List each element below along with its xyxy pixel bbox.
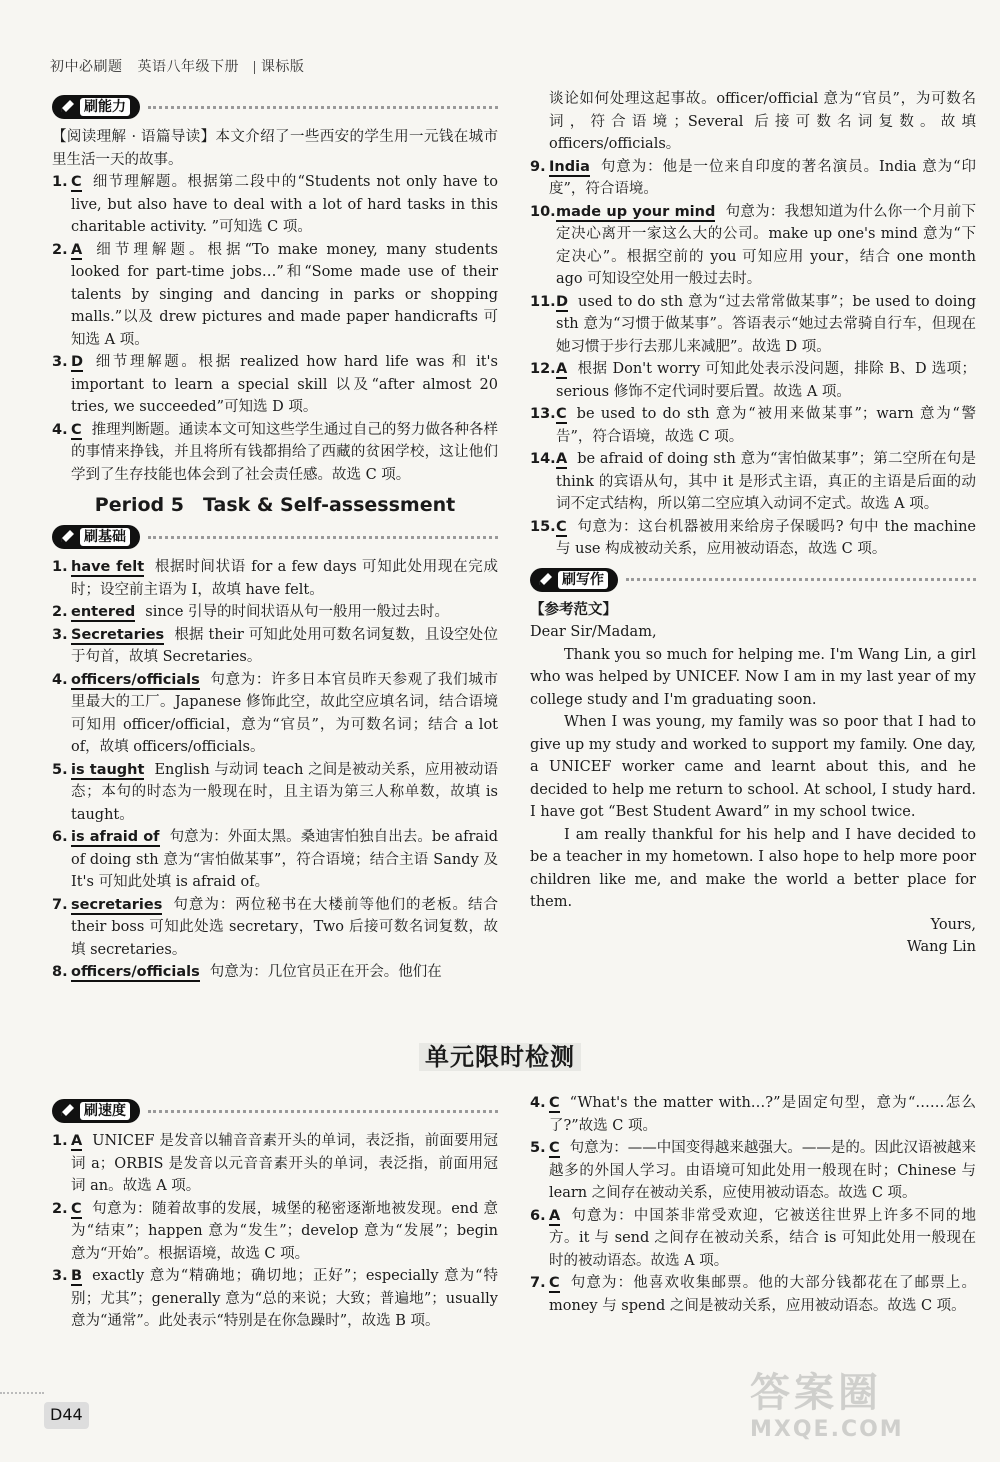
answer-item bbox=[52, 601, 498, 624]
answer-explanation: 句意为：他是一位来自印度的著名演员。India 意为“印度”，符合语境。 bbox=[549, 158, 976, 197]
answer-explanation: 根据 their 可知此处用可数名词复数，且设空处位于句首，故填 Secretaries。 bbox=[71, 626, 498, 665]
answer-key: officers/officials bbox=[71, 671, 200, 688]
subject-title: 英语八年级下册 bbox=[137, 59, 239, 75]
model-essay bbox=[530, 599, 976, 959]
answer-explanation: 推理判断题。通读本文可知这些学生通过自己的努力做各种各样的事情来挣钱，并且将所有钱都捐给了西藏的贫困学校，这让他们学到了生存技能也体会到了社会责任感。故选 C 项。 bbox=[71, 421, 498, 483]
speed-answers-right bbox=[530, 1092, 976, 1317]
right-column bbox=[530, 88, 976, 959]
badge-label: 刷速度 bbox=[80, 1102, 130, 1120]
answer-key: C bbox=[71, 421, 82, 438]
answer-key: is taught bbox=[71, 761, 145, 778]
answer-explanation: 句意为：两位秘书在大楼前等他们的老板。结合 their boss 可知此处选 secretary，Two 后接可数名词复数，故填 secretaries。 bbox=[71, 896, 498, 958]
watermark bbox=[750, 1370, 980, 1450]
answer-key: C bbox=[556, 518, 567, 535]
answer-key: D bbox=[556, 293, 569, 310]
answer-item bbox=[52, 624, 498, 669]
answer-item bbox=[530, 291, 976, 359]
watermark-url: MXQE.COM bbox=[750, 1417, 904, 1442]
answer-item bbox=[52, 1265, 498, 1333]
answer-item bbox=[530, 1272, 976, 1317]
answer-key: A bbox=[71, 1133, 83, 1149]
answer-item bbox=[52, 961, 498, 984]
answer-explanation: 句意为：许多日本官员昨天参观了我们城市里最大的工厂。Japanese 修饰此空，故此空应填名词，结合语境可知用 officer/official，意为“官员”，为可数名词；结合 a lot of，故填 officers/officials。 bbox=[71, 671, 498, 755]
item-number: 12. bbox=[530, 361, 556, 377]
watermark-text: 答案圈 bbox=[750, 1370, 882, 1416]
letter-closing: Yours, bbox=[930, 916, 976, 933]
answer-item bbox=[52, 826, 498, 894]
item-number: 6. bbox=[530, 1207, 546, 1224]
answer-item bbox=[530, 1137, 976, 1205]
answer-explanation: 句意为：几位官员正在开会。他们在 bbox=[209, 964, 442, 980]
letter-paragraph: Thank you so much for helping me. I'm Wang Lin, a girl who was helped by UNICEF. Now I am in my last year of my college study and I'm graduating soon. bbox=[530, 646, 976, 708]
answer-item bbox=[52, 556, 498, 601]
edition-label: 课标版 bbox=[260, 59, 305, 75]
item-number: 11. bbox=[530, 293, 556, 310]
answer-item bbox=[530, 156, 976, 201]
item-number: 7. bbox=[530, 1275, 546, 1291]
item-number: 15. bbox=[530, 518, 556, 535]
answer-explanation: exactly 意为“精确地；确切地；正好”；especially 意为“特别；尤其”；generally 意为“总的来说；大致；普遍地”；usually 意为“通常”。此处表示“特别是在你急躁时”，故选 B 项。 bbox=[71, 1268, 498, 1329]
badge-label: 刷写作 bbox=[558, 571, 608, 589]
answer-explanation: 句意为：这台机器被用来给房子保暖吗? 句中 the machine 与 use 构成被动关系，应用被动语态，故选 C 项。 bbox=[556, 518, 976, 557]
answer-item bbox=[530, 448, 976, 516]
bottom-right-column bbox=[530, 1092, 976, 1317]
item-number: 13. bbox=[530, 406, 556, 422]
section-badge-ability bbox=[52, 92, 498, 122]
speed-answers-left bbox=[52, 1130, 498, 1333]
item-number: 2. bbox=[52, 1200, 68, 1217]
section-badge-writing bbox=[530, 565, 976, 595]
answer-explanation: be afraid of doing sth 意为“害怕做某事”；第二空所在句是 think 的宾语从句，其中 it 是形式主语，真正的主语是后面的动词不定式结构，所以第二空应填入动词不定式。故选 A 项。 bbox=[556, 451, 976, 512]
running-header bbox=[50, 56, 314, 79]
pencil-icon bbox=[58, 528, 76, 546]
left-column bbox=[52, 88, 498, 984]
item-number: 5. bbox=[530, 1140, 546, 1156]
item-number: 3. bbox=[52, 626, 68, 643]
item-number: 4. bbox=[530, 1095, 546, 1111]
badge-label: 刷基础 bbox=[80, 528, 130, 546]
unit-test-title-text: 单元限时检测 bbox=[419, 1043, 581, 1071]
reference-label: 【参考范文】 bbox=[530, 601, 617, 618]
unit-test-title bbox=[0, 1043, 1000, 1071]
answer-explanation: UNICEF 是发音以辅音音素开头的单词，表泛指，前面要用冠词 a；ORBIS 是发音以元音音素开头的单词，表泛指，前面用冠词 an。故选 A 项。 bbox=[71, 1133, 498, 1194]
item-number: 3. bbox=[52, 354, 68, 370]
letter-signature: Wang Lin bbox=[906, 939, 976, 955]
answer-item bbox=[530, 358, 976, 403]
footer-dots bbox=[0, 1392, 44, 1394]
book-title: 初中必刷题 bbox=[50, 59, 123, 75]
answer-key: C bbox=[71, 174, 82, 190]
answer-explanation: “What's the matter with…?”是固定句型，意为“……怎么了?”故选 C 项。 bbox=[549, 1095, 976, 1134]
bottom-left-column bbox=[52, 1100, 498, 1333]
page-number: D44 bbox=[44, 1402, 89, 1429]
item-number: 2. bbox=[52, 241, 68, 258]
answer-item bbox=[52, 351, 498, 419]
answer-key: entered bbox=[71, 604, 136, 620]
answer-explanation: 句意为：——中国变得越来越强大。——是的。因此汉语被越来越多的外国人学习。由语境可知此处用一般现在时；Chinese 与 learn 之间存在被动关系，应使用被动语态。故选 C 项。 bbox=[549, 1140, 976, 1201]
answer-key: A bbox=[71, 241, 83, 258]
section-badge-speed bbox=[52, 1096, 498, 1126]
item-number: 1. bbox=[52, 1133, 68, 1149]
answer-item bbox=[52, 669, 498, 759]
answer-key: have felt bbox=[71, 559, 145, 575]
dotted-rule bbox=[626, 578, 976, 581]
item-number: 2. bbox=[52, 604, 68, 620]
section-badge-basic bbox=[52, 522, 498, 552]
answer-explanation: 句意为：中国茶非常受欢迎，它被送往世界上许多不同的地方。it 与 send 之间存在被动关系，结合 is 可知此处用一般现在时的被动语态。故选 A 项。 bbox=[549, 1207, 976, 1269]
answer-explanation: 细节理解题。根据“To make money, many students looked for part-time jobs…”和“Some made use of their talents by singing and dancing in parks or shopping malls.”以及 drew pictures and made paper handicrafts 可知选 A 项。 bbox=[71, 241, 498, 348]
header-divider bbox=[254, 61, 255, 74]
item-number: 7. bbox=[52, 896, 68, 913]
answer-key: Secretaries bbox=[71, 626, 165, 643]
answer-item bbox=[52, 1198, 498, 1266]
badge-label: 刷能力 bbox=[80, 98, 130, 116]
item-number: 14. bbox=[530, 451, 556, 467]
answer-item bbox=[52, 759, 498, 827]
answer-explanation: 根据 Don't worry 可知此处表示没问题，排除 B、D 选项；serious 修饰不定代词时要后置。故选 A 项。 bbox=[556, 361, 976, 400]
pencil-icon bbox=[58, 98, 76, 116]
answer-explanation: 根据时间状语 for a few days 可知此处用现在完成时；设空前主语为 I，故填 have felt。 bbox=[71, 559, 498, 598]
answer-explanation: since 引导的时间状语从句一般用一般过去时。 bbox=[145, 604, 450, 620]
answer-key: A bbox=[556, 361, 568, 377]
answer-explanation: 句意为：随着故事的发展，城堡的秘密逐渐地被发现。end 意为“结束”；happen 意为“发生”；develop 意为“发展”；begin 意为“开始”。根据语境，故选 C 项。 bbox=[71, 1200, 498, 1262]
answer-key: C bbox=[71, 1200, 82, 1217]
pencil-icon bbox=[58, 1102, 76, 1120]
letter-paragraph: I am really thankful for his help and I have decided to be a teacher in my hometown. I also hope to help more poor children like me, and make the world a better place for them. bbox=[530, 826, 976, 910]
answer-key: secretaries bbox=[71, 896, 163, 913]
answer-key: officers/officials bbox=[71, 964, 200, 980]
item-number: 9. bbox=[530, 158, 546, 175]
dotted-rule bbox=[148, 536, 498, 539]
answer-explanation: 细节理解题。根据第二段中的“Students not only have to live, but also have to deal with a lot of hard tasks in this charitable activity. ”可知选 C 项。 bbox=[71, 174, 498, 235]
answer-item bbox=[530, 201, 976, 291]
dotted-rule bbox=[148, 1110, 498, 1113]
period-title: Period 5 Task & Self-assessment bbox=[94, 494, 456, 516]
item-number: 5. bbox=[52, 761, 68, 778]
answer-item bbox=[52, 894, 498, 962]
answer-explanation: used to do sth 意为“过去常常做某事”；be used to doing sth 意为“习惯于做某事”。答语表示“她过去常骑自行车，但现在她习惯于步行去那儿来减肥”。故选 D 项。 bbox=[556, 293, 976, 355]
basic-answers-left bbox=[52, 556, 498, 984]
letter-paragraph: When I was young, my family was so poor that I had to give up my study and worked to support my family. One day, a UNICEF worker came and learnt about this, and he decided to help me return to school. At school, I study hard. I have got “Best Student Award” in my school twice. bbox=[530, 714, 976, 820]
answer-key: B bbox=[71, 1268, 83, 1284]
answer-explanation: English 与动词 teach 之间是被动关系，应用被动语态；本句的时态为一般现在时，且主语为第三人称单数，故填 is taught。 bbox=[71, 761, 498, 823]
answer-item-continued bbox=[530, 88, 976, 156]
item-number: 8. bbox=[52, 964, 68, 980]
answer-explanation: be used to do sth 意为“被用来做某事”；warn 意为“警告”，符合语境，故选 C 项。 bbox=[556, 406, 976, 445]
item-number: 4. bbox=[52, 671, 68, 688]
answer-explanation: 句意为：他喜欢收集邮票。他的大部分钱都花在了邮票上。money 与 spend 之间是被动关系，应用被动语态。故选 C 项。 bbox=[549, 1275, 976, 1314]
basic-answers-right bbox=[530, 88, 976, 561]
answer-key: C bbox=[549, 1140, 560, 1156]
item-number: 3. bbox=[52, 1268, 68, 1284]
answer-key: A bbox=[556, 451, 568, 467]
answer-item bbox=[52, 171, 498, 239]
answer-key: made up your mind bbox=[556, 203, 716, 220]
answer-item bbox=[52, 419, 498, 487]
answer-key: C bbox=[549, 1275, 560, 1291]
letter-salutation: Dear Sir/Madam, bbox=[530, 624, 657, 640]
item-number: 10. bbox=[530, 203, 556, 220]
answer-explanation: 谈论如何处理这起事故。officer/official 意为“官员”，为可数名词，符合语境；Several 后接可数名词复数。故填 officers/officials。 bbox=[549, 91, 976, 152]
item-number: 1. bbox=[52, 174, 68, 190]
answer-item bbox=[52, 239, 498, 352]
answer-key: C bbox=[549, 1095, 560, 1111]
pencil-icon bbox=[536, 571, 554, 589]
answer-explanation: 句意为：外面太黑。桑迪害怕独自出去。be afraid of doing sth 意为“害怕做某事”，符合语境；结合主语 Sandy 及 It's 可知此处填 is afraid of。 bbox=[71, 829, 498, 890]
answer-item bbox=[530, 1092, 976, 1137]
answer-key: is afraid of bbox=[71, 829, 160, 845]
reading-answers bbox=[52, 171, 498, 486]
dotted-rule bbox=[148, 106, 498, 109]
answer-item bbox=[530, 403, 976, 448]
answer-item bbox=[52, 1130, 498, 1198]
reading-intro: 【阅读理解 · 语篇导读】本文介绍了一些西安的学生用一元钱在城市里生活一天的故事。 bbox=[52, 129, 498, 168]
answer-key: D bbox=[71, 354, 84, 370]
answer-key: A bbox=[549, 1207, 561, 1224]
answer-explanation: 细节理解题。根据 realized how hard life was 和 it's important to learn a special skill 以及“after almost 20 tries, we succeeded”可知选 D 项。 bbox=[71, 354, 498, 415]
answer-explanation: 句意为：我想知道为什么你一个月前下定决心离开一家这么大的公司。make up one's mind 意为“下定决心”。根据空前的 you 可知应用 your，结合 one month ago 可知设空处用一般过去时。 bbox=[556, 203, 977, 287]
item-number: 4. bbox=[52, 421, 68, 438]
item-number: 1. bbox=[52, 559, 68, 575]
answer-key: India bbox=[549, 158, 590, 175]
answer-key: C bbox=[556, 406, 567, 422]
item-number: 6. bbox=[52, 829, 68, 845]
answer-item bbox=[530, 516, 976, 561]
answer-item bbox=[530, 1205, 976, 1273]
